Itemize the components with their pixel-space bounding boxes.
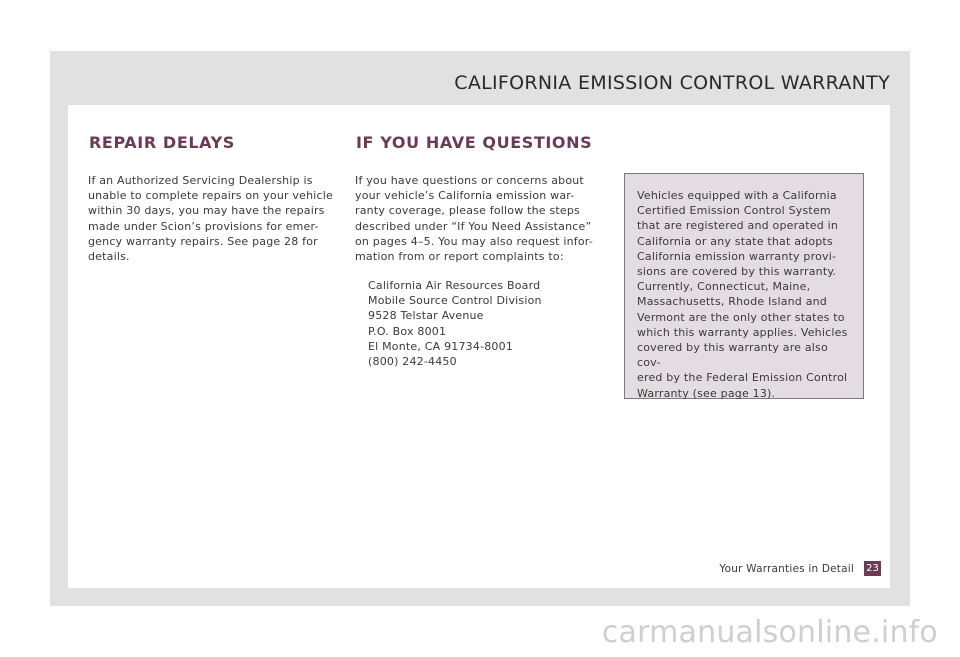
text-line: made under Scion’s provisions for emer- bbox=[88, 219, 319, 233]
text-line: If an Authorized Servicing Dealership is bbox=[88, 174, 313, 187]
address-line: 9528 Telstar Avenue bbox=[368, 309, 484, 323]
footer-section-label: Your Warranties in Detail bbox=[719, 563, 854, 575]
text-line: sions are covered by this warranty. bbox=[637, 265, 837, 279]
text-line: your vehicle’s California emission war- bbox=[355, 189, 575, 203]
text-line: Warranty (see page 13). bbox=[637, 386, 776, 400]
text-line: California or any state that adopts bbox=[637, 234, 833, 248]
text-line: Certified Emission Control System bbox=[637, 204, 831, 218]
repair-delays-text bbox=[88, 173, 338, 264]
text-line: gency warranty repairs. See page 28 for bbox=[88, 234, 318, 248]
text-line: which this warranty applies. Vehicles bbox=[637, 325, 848, 339]
text-line: ered by the Federal Emission Control bbox=[637, 371, 848, 385]
text-line: unable to complete repairs on your vehicle bbox=[88, 189, 333, 203]
phone-number: (800) 242-4450 bbox=[368, 355, 457, 369]
text-line: mation from or report complaints to: bbox=[355, 250, 564, 264]
text-line: Vehicles equipped with a California bbox=[637, 189, 837, 202]
address-line: P.O. Box 8001 bbox=[368, 324, 447, 338]
text-line: If you have questions or concerns about bbox=[355, 174, 584, 187]
questions-text bbox=[355, 173, 605, 264]
text-line: covered by this warranty are also cov- bbox=[637, 341, 828, 370]
text-line: on pages 4–5. You may also request infor- bbox=[355, 234, 593, 248]
address-line: El Monte, CA 91734-8001 bbox=[368, 339, 514, 353]
text-line: within 30 days, you may have the repairs bbox=[88, 204, 325, 218]
address-line: California Air Resources Board bbox=[368, 279, 541, 292]
california-coverage-note-box bbox=[624, 173, 864, 399]
text-line: Vermont are the only other states to bbox=[637, 310, 845, 324]
text-line: that are registered and operated in bbox=[637, 219, 839, 233]
page-number-badge: 23 bbox=[864, 561, 881, 576]
text-line: ranty coverage, please follow the steps bbox=[355, 204, 580, 218]
questions-heading: IF YOU HAVE QUESTIONS bbox=[356, 133, 593, 152]
text-line: California emission warranty provi- bbox=[637, 249, 837, 263]
text-line: Massachusetts, Rhode Island and bbox=[637, 295, 827, 309]
repair-delays-heading: REPAIR DELAYS bbox=[89, 133, 235, 152]
cab-address-block bbox=[368, 278, 542, 369]
address-line: Mobile Source Control Division bbox=[368, 294, 542, 308]
text-line: details. bbox=[88, 250, 130, 264]
text-line: Currently, Connecticut, Maine, bbox=[637, 280, 811, 294]
watermark-link[interactable]: carmanualsonline.info bbox=[601, 615, 938, 650]
text-line: described under “If You Need Assistance” bbox=[355, 219, 592, 233]
page-header-title: CALIFORNIA EMISSION CONTROL WARRANTY bbox=[454, 72, 890, 94]
